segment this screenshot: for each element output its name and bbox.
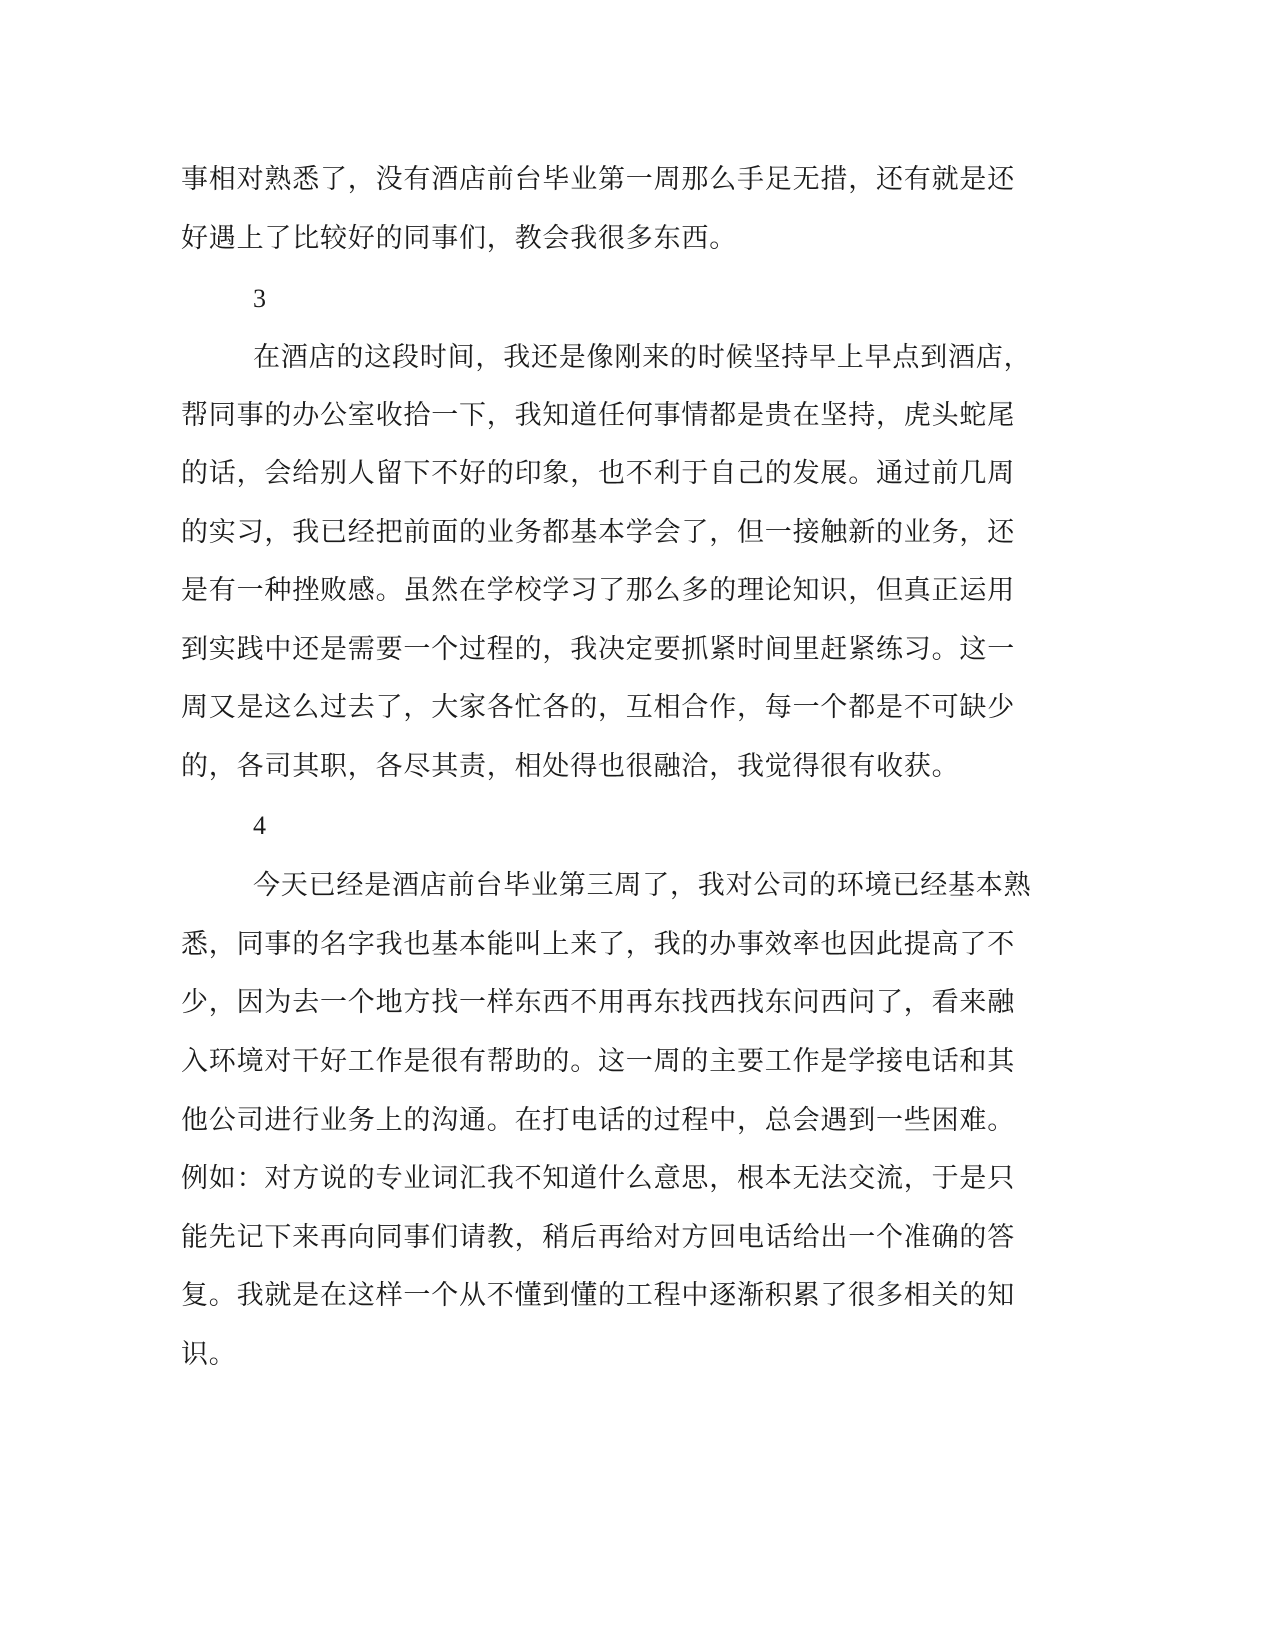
paragraph-line: 到实践中还是需要一个过程的，我决定要抓紧时间里赶紧练习。这一 [181, 634, 1015, 665]
paragraph-line: 是有一种挫败感。虽然在学校学习了那么多的理论知识，但真正运用 [181, 575, 1015, 606]
paragraph-line: 事相对熟悉了，没有酒店前台毕业第一周那么手足无措，还有就是还 [181, 164, 1015, 195]
paragraph-line: 少，因为去一个地方找一样东西不用再东找西找东问西问了，看来融 [181, 987, 1015, 1018]
paragraph-line: 帮同事的办公室收拾一下，我知道任何事情都是贵在坚持，虎头蛇尾 [181, 400, 1015, 431]
paragraph-line: 周又是这么过去了，大家各忙各的，互相合作，每一个都是不可缺少 [181, 692, 1015, 723]
section-number: 3 [253, 284, 266, 313]
paragraph-line: 今天已经是酒店前台毕业第三周了，我对公司的环境已经基本熟 [253, 870, 1032, 901]
paragraph-line: 悉，同事的名字我也基本能叫上来了，我的办事效率也因此提高了不 [181, 929, 1015, 960]
paragraph-line: 的实习，我已经把前面的业务都基本学会了，但一接触新的业务，还 [181, 517, 1015, 548]
paragraph-line: 入环境对干好工作是很有帮助的。这一周的主要工作是学接电话和其 [181, 1046, 1015, 1077]
paragraph-line: 复。我就是在这样一个从不懂到懂的工程中逐渐积累了很多相关的知 [181, 1280, 1015, 1311]
paragraph-line: 的话，会给别人留下不好的印象，也不利于自己的发展。通过前几周 [181, 458, 1015, 489]
paragraph-line: 能先记下来再向同事们请教，稍后再给对方回电话给出一个准确的答 [181, 1222, 1015, 1253]
paragraph-line: 例如：对方说的专业词汇我不知道什么意思，根本无法交流，于是只 [181, 1163, 1015, 1194]
paragraph-line: 在酒店的这段时间，我还是像刚来的时候坚持早上早点到酒店， [253, 342, 1032, 373]
paragraph-line: 识。 [181, 1339, 237, 1370]
paragraph-line: 的，各司其职，各尽其责，相处得也很融洽，我觉得很有收获。 [181, 751, 960, 782]
paragraph-line: 他公司进行业务上的沟通。在打电话的过程中，总会遇到一些困难。 [181, 1105, 1015, 1136]
paragraph-line: 好遇上了比较好的同事们，教会我很多东西。 [181, 223, 737, 254]
section-number: 4 [253, 811, 266, 840]
